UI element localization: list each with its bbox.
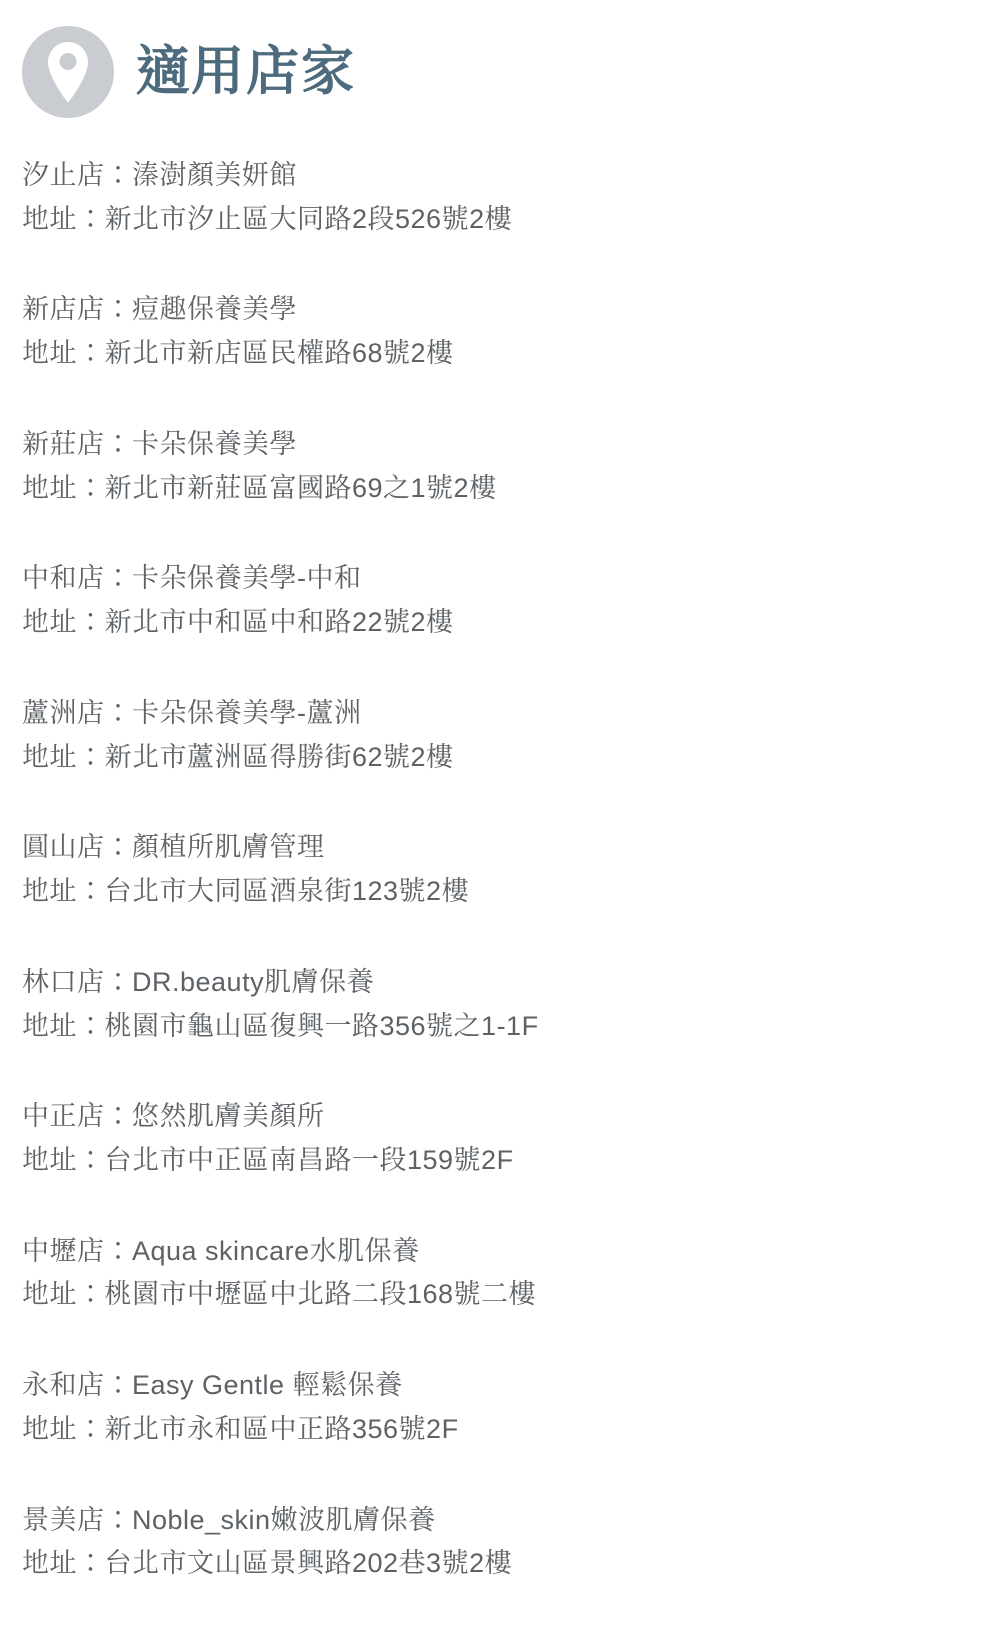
store-address: 地址：新北市汐止區大同路2段526號2樓 (22, 203, 513, 234)
list-item (22, 1499, 978, 1586)
store-address: 地址：台北市大同區酒泉街123號2樓 (22, 876, 470, 907)
store-name: 景美店：Noble_skin嫩波肌膚保養 (22, 1504, 436, 1535)
page-header (0, 18, 1000, 128)
store-name: 汐止店：溱澍顏美妍館 (22, 160, 297, 190)
list-item (22, 423, 978, 510)
map-pin-icon (22, 26, 114, 118)
store-address: 地址：桃園市龜山區復興一路356號之1-1F (22, 1010, 539, 1041)
store-address: 地址：新北市永和區中正路356號2F (22, 1413, 459, 1444)
store-address: 地址：新北市新店區民權路68號2樓 (22, 338, 454, 369)
list-item (22, 826, 978, 913)
store-address: 地址：台北市文山區景興路202巷3號2樓 (22, 1548, 513, 1579)
store-address: 地址：新北市中和區中和路22號2樓 (22, 607, 454, 638)
list-item (22, 557, 978, 644)
list-item (22, 692, 978, 779)
list-item (22, 1230, 978, 1317)
store-address: 地址：新北市蘆洲區得勝街62號2樓 (22, 741, 454, 772)
list-item (22, 1095, 978, 1182)
list-item (22, 1364, 978, 1451)
page-title: 適用店家 (136, 42, 356, 102)
store-name: 永和店：Easy Gentle 輕鬆保養 (22, 1370, 403, 1401)
store-address: 地址：新北市新莊區富國路69之1號2樓 (22, 472, 497, 503)
list-item (22, 154, 978, 241)
list-item (22, 961, 978, 1048)
store-name: 新店店：痘趣保養美學 (22, 294, 297, 325)
store-name: 中正店：悠然肌膚美顏所 (22, 1101, 325, 1132)
store-name: 中壢店：Aqua skincare水肌保養 (22, 1235, 420, 1266)
store-name: 蘆洲店：卡朵保養美學-蘆洲 (22, 697, 362, 728)
store-address: 地址：桃園市中壢區中北路二段168號二樓 (22, 1279, 537, 1310)
store-name: 林口店：DR.beauty肌膚保養 (22, 966, 375, 997)
list-item (22, 288, 978, 375)
store-address: 地址：台北市中正區南昌路一段159號2F (22, 1145, 514, 1176)
store-name: 新莊店：卡朵保養美學 (22, 428, 297, 459)
store-name: 中和店：卡朵保養美學-中和 (22, 563, 362, 594)
store-list (0, 128, 1000, 1626)
store-name: 圓山店：顏植所肌膚管理 (22, 832, 325, 863)
